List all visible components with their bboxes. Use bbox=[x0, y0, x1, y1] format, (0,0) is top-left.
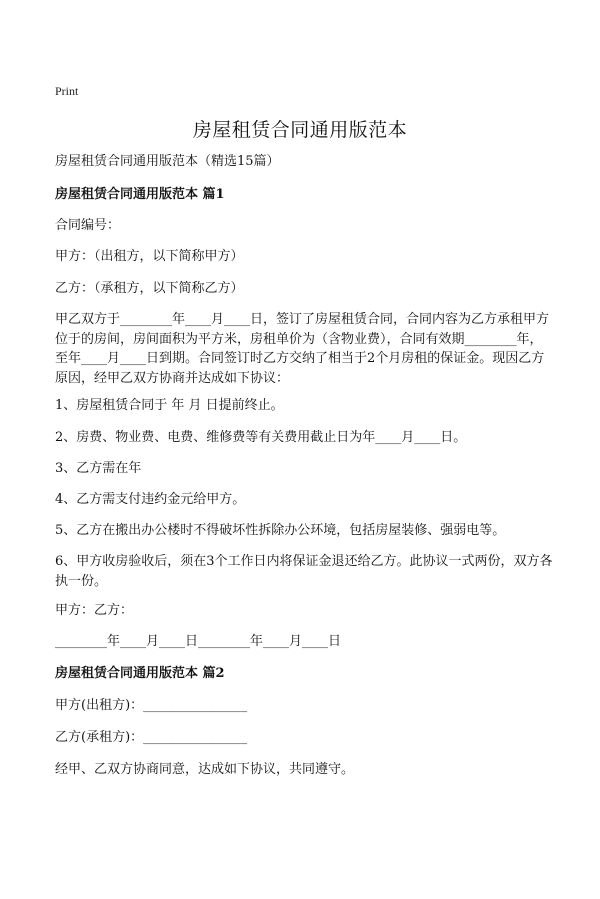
signatures-line: 甲方：乙方： bbox=[55, 603, 134, 618]
contract-number: 合同编号： bbox=[55, 218, 121, 233]
section2-party-b: 乙方(承租方)：________________ bbox=[55, 730, 248, 745]
print-label: Print bbox=[55, 84, 79, 98]
party-b-line: 乙方：（承租方，以下简称乙方） bbox=[55, 281, 244, 296]
section2-party-a: 甲方(出租方)：________________ bbox=[55, 698, 248, 713]
section2-heading: 房屋租赁合同通用版范本 篇2 bbox=[55, 666, 225, 681]
agreement-line: 经甲、乙双方协商同意，达成如下协议，共同遵守。 bbox=[55, 762, 355, 777]
clause-2: 2、房费、物业费、电费、维修费等有关费用截止日为年____月____日。 bbox=[55, 430, 467, 445]
clause-1: 1、房屋租赁合同于 年 月 日提前终止。 bbox=[55, 398, 284, 413]
clause-6: 6、甲方收房验收后，须在3个工作日内将保证金退还给乙方。此协议一式两份，双方各执一份。 bbox=[55, 554, 553, 589]
intro-paragraph: 甲乙双方于________年____月____日，签订了房屋租赁合同，合同内容为乙方承租甲方位于的房间，房间面积为平方米，房租单价为（含物业费），合同有效期________年，至年____月____日到期。合同签订时乙方交纳了相当于2个月房租的保证金。现因乙方原因，经甲乙双方协商并达成如下协议： bbox=[55, 312, 550, 386]
clause-5: 5、乙方在搬出办公楼时不得破坏性拆除办公环境，包括房屋装修、强弱电等。 bbox=[55, 523, 506, 538]
clause-4: 4、乙方需支付违约金元给甲方。 bbox=[55, 492, 246, 507]
party-a-line: 甲方：（出租方，以下简称甲方） bbox=[55, 249, 244, 264]
document-subtitle: 房屋租赁合同通用版范本（精选15篇） bbox=[55, 154, 280, 169]
clause-3: 3、乙方需在年 bbox=[55, 461, 142, 476]
document-title: 房屋租赁合同通用版范本 bbox=[192, 119, 408, 141]
section1-heading: 房屋租赁合同通用版范本 篇1 bbox=[55, 187, 225, 202]
signature-dates: ________年____月____日________年____月____日 bbox=[55, 634, 342, 649]
